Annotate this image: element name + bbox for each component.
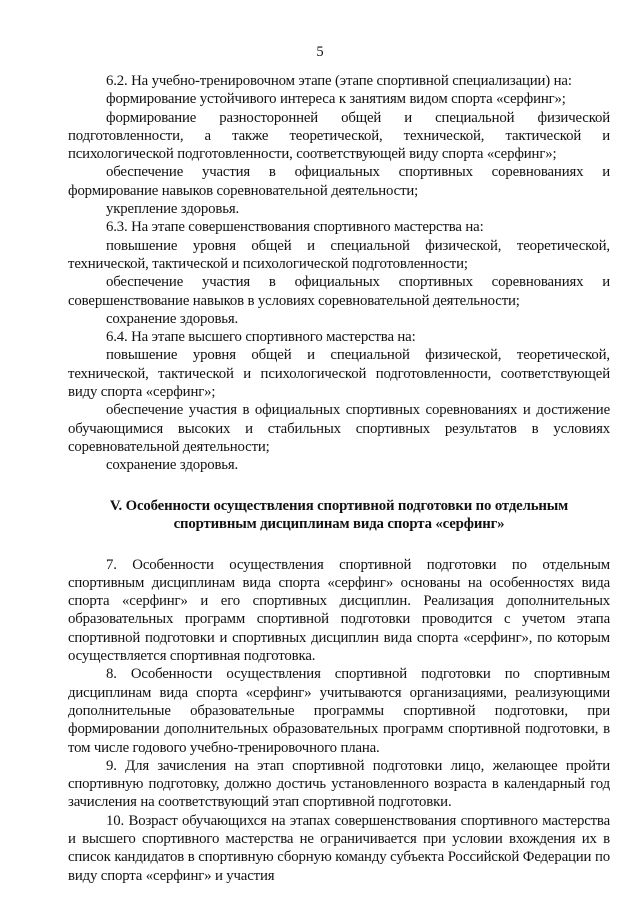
paragraph-6-3: 6.3. На этапе совершенствования спортивного мастерства на:: [106, 219, 484, 236]
section-heading: V. Особенности осуществления спортивной подготовки по отдельным спортивным дисциплинам вида спорта «серфинг»: [109, 497, 569, 533]
paragraph: укрепление здоровья.: [106, 201, 240, 218]
paragraph: формирование разносторонней общей и специальной физической подготовленности, а также теоретической, технической, тактической и психологической подготовленности, соответствующей виду спорта «серфинг»;: [68, 109, 610, 163]
page-number: 5: [316, 44, 324, 60]
paragraph-8: 8. Особенности осуществления спортивной подготовки по спортивным дисциплинам вида спорта «серфинг» учитываются организациями, реализующими дополнительные образовательные программы спортивной подготовки, при формировании дополнительных образовательных программ спортивной подготовки, в том числе годового учебно-тренировочного плана.: [68, 666, 610, 756]
paragraph: обеспечение участия в официальных спортивных соревнованиях и достижение обучающимися высоких и стабильных спортивных результатов в условиях соревновательной деятельности;: [68, 402, 610, 455]
document-body: [68, 72, 610, 885]
paragraph-6-4: 6.4. На этапе высшего спортивного мастерства на:: [106, 329, 416, 346]
paragraph: повышение уровня общей и специальной физической, теоретической, технической, тактической и психологической подготовленности, соответствующей виду спорта «серфинг»;: [68, 347, 610, 401]
paragraph: обеспечение участия в официальных спортивных соревнованиях и совершенствование навыков в условиях соревновательной деятельности;: [68, 274, 610, 309]
paragraph: сохранение здоровья.: [106, 457, 239, 474]
paragraph: формирование устойчивого интереса к занятиям видом спорта «серфинг»;: [106, 91, 566, 108]
paragraph-10: 10. Возраст обучающихся на этапах совершенствования спортивного мастерства и высшего спортивного мастерства не ограничивается при условии вхождения их в список кандидатов в спортивную сборную команду субъекта Российской Федерации по виду спорта «серфинг» и участия: [68, 812, 610, 884]
paragraph: сохранение здоровья.: [106, 310, 239, 327]
paragraph-7: 7. Особенности осуществления спортивной подготовки по отдельным спортивным дисциплинам вида спорта «серфинг» основаны на особенностях вида спорта «серфинг» и его спортивных дисциплин. Реализация дополнительных образовательных программ спортивной подготовки проводится с учетом этапа спортивной подготовки и спортивных дисциплин вида спорта «серфинг», по которым осуществляется спортивная подготовка.: [68, 556, 610, 665]
paragraph: обеспечение участия в официальных спортивных соревнованиях и формирование навыков соревновательной деятельности;: [68, 164, 610, 199]
paragraph-6-2: 6.2. На учебно-тренировочном этапе (этапе спортивной специализации) на:: [106, 73, 572, 89]
paragraph-9: 9. Для зачисления на этап спортивной подготовки лицо, желающее пройти спортивную подготовку, должно достичь установленного возраста в календарный год зачисления на соответствующий этап спортивной подготовки.: [68, 757, 610, 811]
paragraph: повышение уровня общей и специальной физической, теоретической, технической, тактической и психологической подготовленности;: [68, 237, 610, 272]
